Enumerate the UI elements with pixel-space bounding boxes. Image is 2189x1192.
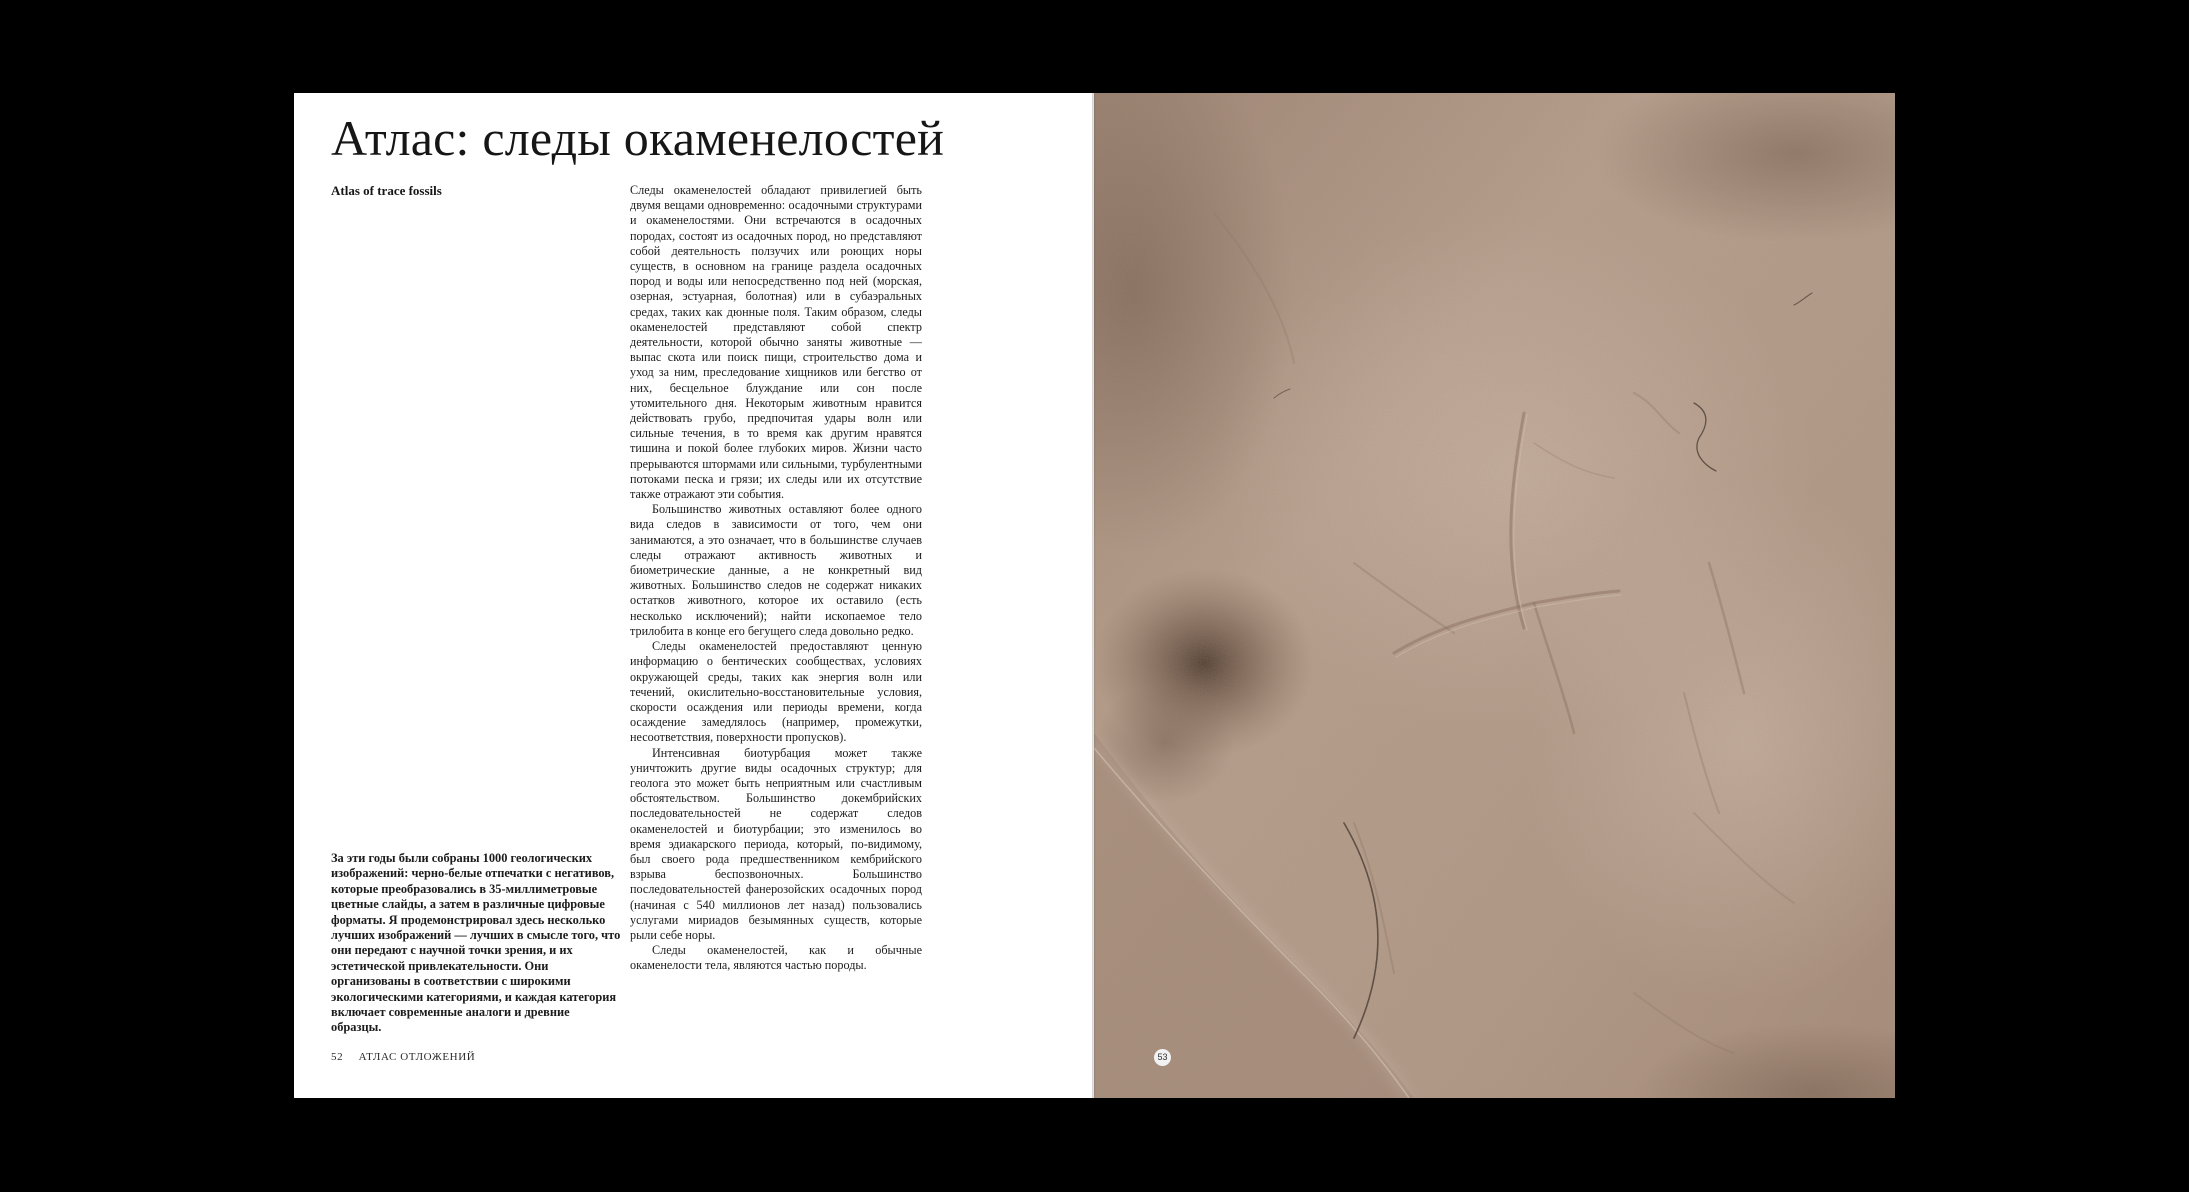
right-page-number: 53 [1154, 1049, 1171, 1066]
page-subtitle: Atlas of trace fossils [331, 183, 442, 198]
rock-surface-trace-fossils-image [1094, 93, 1895, 1098]
body-paragraph-2: Большинство животных оставляют более одного вида следов в зависимости от того, чем они занимаются, а это означает, что в большинстве случаев следы отражают активность животных и биометрические данные, а не конкретный вид животных. Большинство следов не содержат никаких остатков животного, которое их оставило (есть несколько исключений); найти ископаемое тело трилобита в конце его бегущего следа довольно редко. [630, 502, 922, 638]
spine-gutter [1092, 93, 1096, 1098]
left-page-number: 52 [331, 1051, 344, 1063]
body-paragraph-1: Следы окаменелостей обладают привилегией быть двумя вещами одновременно: осадочными структурами и окаменелостями. Они встречаются в осадочных породах, состоят из осадочных пород, но представляют собой деятельность ползучих или роющих норы существ, в основном на границе раздела осадочных пород и воды или непосредственно под ней (морская, озерная, эстуарная, болотная) или в субаэральных средах, таких как дюнные поля. Таким образом, следы окаменелостей представляют собой спектр деятельности, которой обычно заняты животные — выпас скота или поиск пищи, строительство дома и уход за ним, преследование хищников или бегство от них, бесцельное блуждание или сон после утомительного дня. Некоторым животным нравится действовать грубо, предпочитая удары волн или сильные течения, в то время как другим нравятся тишина и покой более глубоких миров. Жизни часто прерываются штормами или сильными, турбулентными потоками песка и грязи; их следы или их отсутствие также отражают эти события. [630, 183, 922, 502]
page-title: Атлас: следы окаменелостей [331, 110, 945, 166]
body-paragraph-4: Интенсивная биотурбация может также уничтожить другие виды осадочных структур; для геолога это может быть неприятным или счастливым обстоятельством. Большинство докембрийских последовательностей не содержат следов окаменелостей и биотурбации; это изменилось во время эдиакарского периода, который, по-видимому, был своего рода предшественником кембрийского взрыва беспозвоночных. Большинство последовательностей фанерозойских осадочных пород (начиная с 540 миллионов лет назад) пользовались услугами мириадов безымянных существ, которые рыли себе норы. [630, 745, 922, 942]
intro-text: За эти годы были собраны 1000 геологических изображений: черно-белые отпечатки с негативов, которые преобразовались в 35-миллиметровые цветные слайды, а затем в различные цифровые форматы. Я продемонстрировал здесь несколько лучших изображений — лучших в смысле того, что они передают с научной точки зрения, и их эстетической привлекательности. Они организованы в соответствии с широкими экологическими категориями, и каждая категория включает современные аналоги и древние образцы. [331, 851, 621, 1035]
right-page [1094, 93, 1895, 1098]
body-paragraph-5: Следы окаменелостей, как и обычные окаменелости тела, являются частью породы. [630, 943, 922, 973]
book-spread [294, 93, 1895, 1098]
running-head: АТЛАС ОТЛОЖЕНИЙ [358, 1051, 476, 1063]
body-paragraph-3: Следы окаменелостей предоставляют ценную информацию о бентических сообществах, условиях окружающей среды, таких как энергия волн или течений, окислительно-восстановительные условия, скорости осаждения или периоды времени, когда осаждение замедлялось (например, промежутки, несоответствия, поверхности пропусков). [630, 639, 922, 745]
left-folio [331, 1051, 475, 1063]
left-page [294, 93, 1094, 1098]
body-text-column [630, 183, 922, 974]
